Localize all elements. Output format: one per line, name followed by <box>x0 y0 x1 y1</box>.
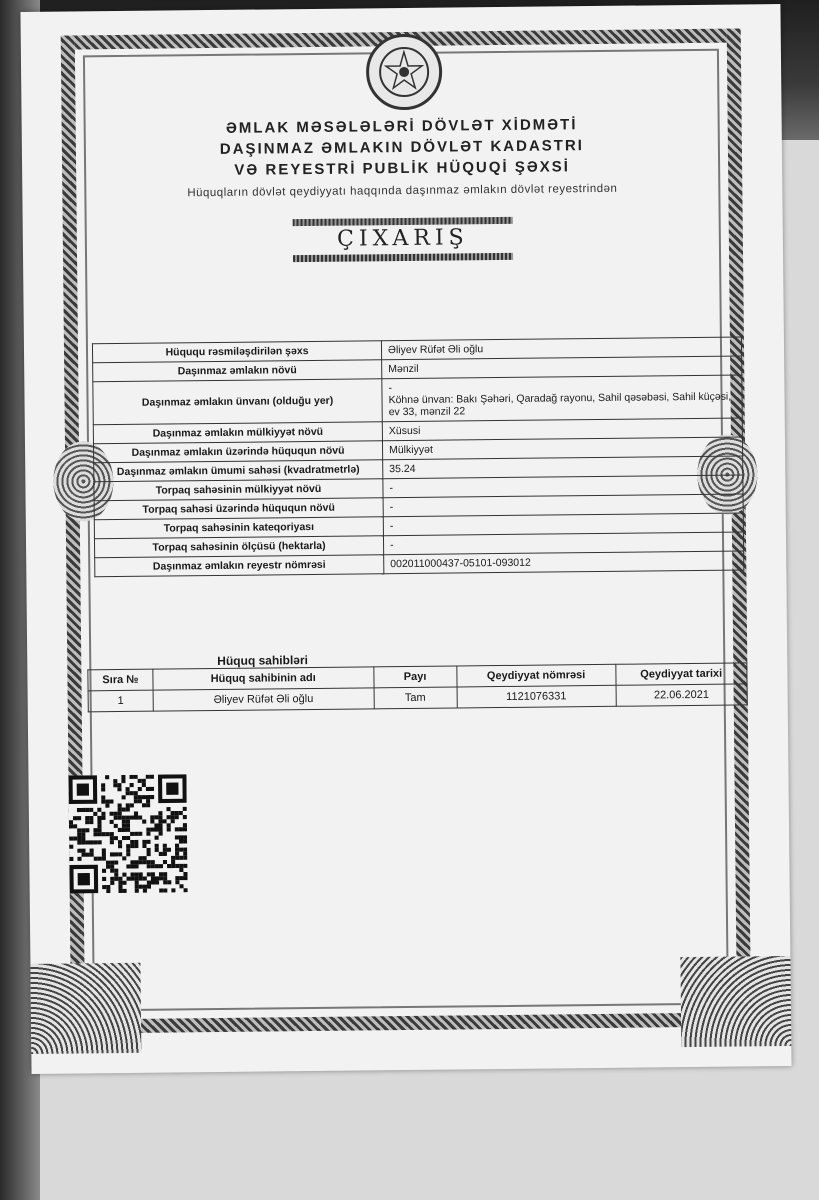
owners-header-cell: Qeydiyyat tarixi <box>615 663 747 685</box>
title-text: ÇIXARIŞ <box>336 225 469 252</box>
info-value: - Köhnə ünvan: Bakı Şəhəri, Qaradağ rayonu, Sahil qəsəbəsi, Sahil küçəsi, ev 33, mənzil 22 <box>382 375 742 422</box>
qr-code-icon[interactable] <box>68 774 187 893</box>
header-line-3: VƏ REYESTRİ PUBLİK HÜQUQİ ŞƏXSİ <box>234 158 570 179</box>
document-header <box>102 113 703 200</box>
state-emblem-icon <box>366 34 443 111</box>
header-line-1: ƏMLAK MƏSƏLƏLƏRİ DÖVLƏT XİDMƏTİ <box>225 116 578 137</box>
info-value: 002011000437-05101-093012 <box>384 551 744 574</box>
owners-header-cell: Payı <box>373 666 456 688</box>
info-value: - <box>383 475 743 498</box>
owners-title: Hüquq sahibləri <box>217 653 309 668</box>
owners-cell: Tam <box>374 687 457 709</box>
info-value: Mənzil <box>382 356 742 379</box>
info-row <box>93 375 742 425</box>
owners-cell: 22.06.2021 <box>616 684 748 706</box>
info-key: Daşınmaz əmlakın ümumi sahəsi (kvadratmetrlə) <box>94 460 383 482</box>
info-value: Mülkiyyət <box>382 437 742 460</box>
document-sheet <box>20 4 791 1074</box>
owners-header-cell: Hüquq sahibinin adı <box>153 667 374 690</box>
property-info-table <box>92 336 744 577</box>
owners-cell: 1121076331 <box>457 685 616 708</box>
info-key: Torpaq sahəsinin kateqoriyası <box>94 517 383 539</box>
owners-table <box>87 662 747 712</box>
info-value: - <box>383 494 743 517</box>
info-key: Daşınmaz əmlakın ünvanı (olduğu yer) <box>93 379 382 425</box>
info-value: Xüsusi <box>382 418 742 441</box>
info-key: Hüququ rəsmiləşdirilən şəxs <box>92 341 381 363</box>
owners-cell: 1 <box>88 690 153 712</box>
info-key: Torpaq sahəsinin ölçüsü (hektarla) <box>94 536 383 558</box>
info-value: Əliyev Rüfət Əli oğlu <box>381 337 741 360</box>
document-title <box>293 217 513 259</box>
info-key: Torpaq sahəsi üzərində hüququn növü <box>94 498 383 520</box>
info-value: - <box>383 532 743 555</box>
info-key: Daşınmaz əmlakın reyestr nömrəsi <box>95 555 384 577</box>
info-key: Daşınmaz əmlakın növü <box>93 360 382 382</box>
info-key: Daşınmaz əmlakın mülkiyyət növü <box>93 422 382 444</box>
header-subtitle: Hüquqların dövlət qeydiyyatı haqqında daşınmaz əmlakın dövlət reyestrindən <box>187 182 618 200</box>
bottom-left-corner-ornament <box>30 963 141 1054</box>
info-key: Torpaq sahəsinin mülkiyyət növü <box>94 479 383 501</box>
owners-header-cell: Sıra № <box>88 669 153 691</box>
owners-header-cell: Qeydiyyat nömrəsi <box>457 664 616 687</box>
info-value: 35.24 <box>383 456 743 479</box>
header-line-2: DAŞINMAZ ƏMLAKIN DÖVLƏT KADASTRI <box>219 137 585 158</box>
info-value: - <box>383 513 743 536</box>
owners-cell: Əliyev Rüfət Əli oğlu <box>153 688 374 711</box>
bottom-right-corner-ornament <box>680 956 791 1047</box>
info-key: Daşınmaz əmlakın üzərində hüququn növü <box>93 441 382 463</box>
